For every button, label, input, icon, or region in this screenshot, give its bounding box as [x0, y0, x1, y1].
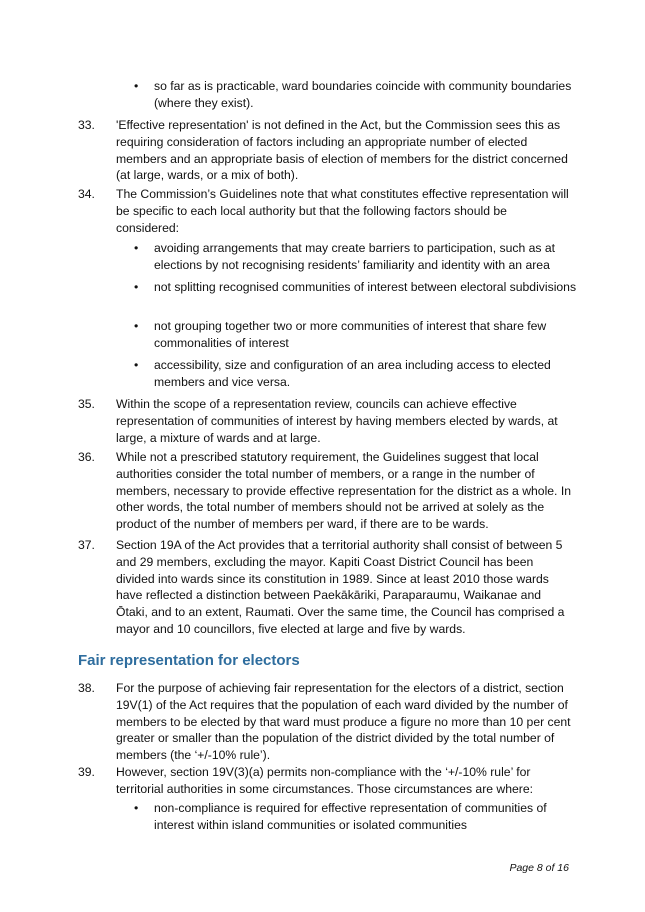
section-heading: Fair representation for electors: [78, 652, 300, 669]
bullet-text: avoiding arrangements that may create barriers to participation, such as at elections by not recognising residents’ familiarity and identity with an area: [154, 241, 556, 272]
bullet-icon: •: [134, 358, 139, 372]
list-item: [134, 357, 579, 391]
bullet-icon: •: [134, 241, 139, 255]
paragraph-number: 37.: [78, 538, 95, 552]
list-item: [134, 240, 579, 274]
paragraph-33: [78, 117, 572, 184]
bullet-icon: •: [134, 801, 139, 815]
paragraph-34: [78, 186, 572, 236]
paragraph-number: 35.: [78, 397, 95, 411]
bullet-text: accessibility, size and configuration of an area including access to elected members and vice versa.: [154, 358, 551, 389]
list-item: [134, 318, 579, 352]
list-item: [134, 78, 579, 112]
paragraph-number: 33.: [78, 118, 95, 132]
list-item: [134, 800, 579, 834]
bullet-text: non-compliance is required for effective representation of communities of interest within island communities or isolated communities: [154, 801, 547, 832]
bullet-text: not grouping together two or more communities of interest that share few commonalities of interest: [154, 319, 547, 350]
paragraph-number: 38.: [78, 681, 95, 695]
paragraph-39: [78, 764, 572, 798]
paragraph-text: Section 19A of the Act provides that a territorial authority shall consist of between 5 and 29 members, excluding the mayor. Kapiti Coast District Council has been divided into wards since its constitution in 1989. Since at least 2010 those wards have reflected a distinction between Paekākāriki, Paraparaumu, Waikanae and Ōtaki, and to an extent, Raumati. Over the same time, the Council has comprised a mayor and 10 councillors, five elected at large and five by wards.: [116, 538, 565, 636]
paragraph-number: 39.: [78, 765, 95, 779]
paragraph-37: [78, 537, 572, 638]
paragraph-text: The Commission’s Guidelines note that what constitutes effective representation will be specific to each local authority but that the following factors should be considered:: [116, 187, 569, 235]
paragraph-number: 34.: [78, 187, 95, 201]
paragraph-text: Within the scope of a representation review, councils can achieve effective representation of communities of interest by having members elected by wards, at large, a mixture of wards and at large.: [116, 397, 558, 445]
paragraph-number: 36.: [78, 450, 95, 464]
bullet-icon: •: [134, 79, 139, 93]
bullet-text: so far as is practicable, ward boundaries coincide with community boundaries (where they exist).: [154, 79, 572, 110]
paragraph-text: For the purpose of achieving fair representation for the electors of a district, section 19V(1) of the Act requires that the population of each ward divided by the number of members to be elected by that ward must produce a figure no more than 10 per cent greater or smaller than the population of the district divided by the total number of members (the ‘+/-10% rule’).: [116, 681, 571, 763]
bullet-text: not splitting recognised communities of interest between electoral subdivisions: [154, 280, 577, 294]
paragraph-36: [78, 449, 572, 533]
bullet-icon: •: [134, 280, 139, 294]
page-number: Page 8 of 16: [509, 862, 569, 874]
bullet-icon: •: [134, 319, 139, 333]
paragraph-text: While not a prescribed statutory requirement, the Guidelines suggest that local authorities consider the total number of members, or a range in the number of members, necessary to provide effective representation for the district as a whole. In other words, the total number of members should not be arrived at solely as the product of the number of members per ward, if there are to be wards.: [116, 450, 571, 532]
paragraph-38: [78, 680, 572, 764]
list-item: [134, 279, 579, 296]
paragraph-text: 'Effective representation' is not defined in the Act, but the Commission sees this as requiring consideration of factors including an appropriate number of elected members and an appropriate basis of election of members for the district concerned (at large, wards, or a mix of both).: [116, 118, 568, 183]
paragraph-35: [78, 396, 572, 446]
paragraph-text: However, section 19V(3)(a) permits non-compliance with the ‘+/-10% rule’ for territorial authorities in some circumstances. Those circumstances are where:: [116, 765, 534, 796]
